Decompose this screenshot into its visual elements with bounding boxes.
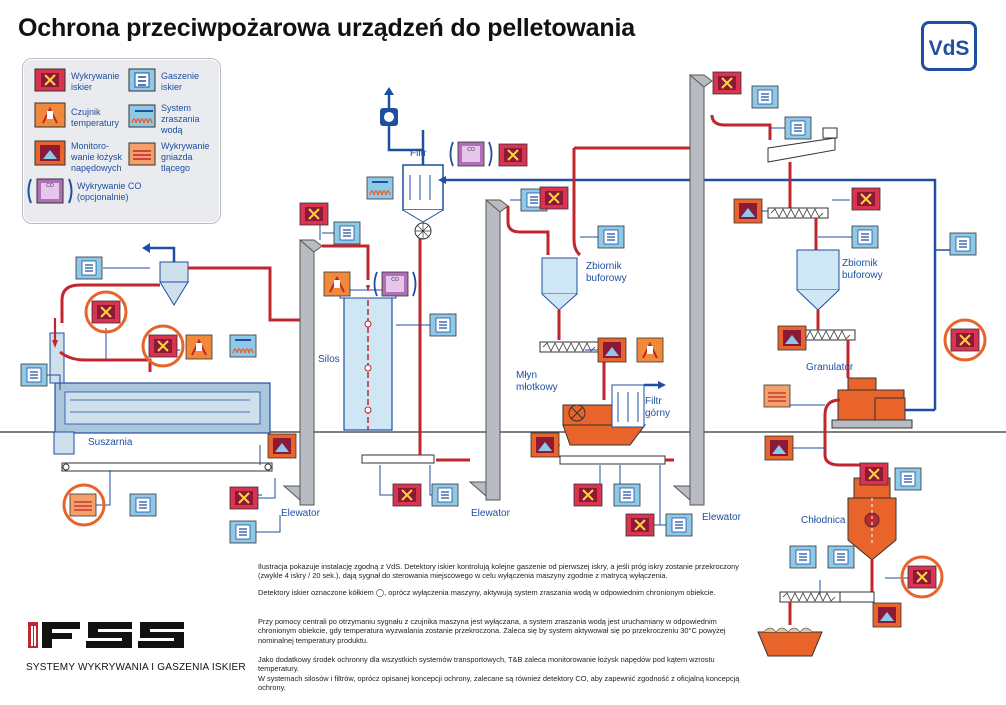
label-filter: Filtr (410, 148, 427, 159)
label-dryer: Suszarnia (88, 437, 133, 448)
label-buffer-tank-2: Zbiornik buforowy (842, 258, 883, 281)
cyclone (142, 243, 188, 305)
elevator-3 (674, 75, 712, 505)
description-p4: Jako dodatkowy środek ochronny dla wszystkich systemów transportowych, T&B zaleca monitorowanie łożysk napędów pod kątem wzrostu temperatury. W systemach silosów i filtrów, oprócz opisanej koncepcji ochrony, zalecane są również detektory CO, aby zapewnić zgodność z oficjalną koncepcją ochrony. (258, 655, 740, 693)
page-title: Ochrona przeciwpożarowa urządzeń do pelletowania (18, 14, 635, 42)
legend-co-label: Wykrywanie CO (opcjonalnie) (77, 181, 142, 202)
granulator (832, 378, 912, 428)
description-p3: Przy pomocy centrali po otrzymaniu sygnału z czujnika maszyna jest wyłączana, a system zraszania wodą jest uruchamiany w odpowiednim chronionym obiekcie, gdy temperatura wyzwalania zostanie przekroczona. Zaleca się by system aktywował się po przekroczeniu 30°C powyżej nominalnej temperatury produktu. (258, 617, 726, 645)
filter (380, 87, 443, 239)
legend-extinguish-label: Gaszenie iskier (161, 71, 200, 92)
label-top-filter: Filtr górny (645, 396, 671, 419)
label-hammer-mill: Młyn młotkowy (516, 370, 558, 393)
legend-temp-label: Czujnik temperatury (71, 107, 120, 128)
elevator-1 (284, 240, 322, 505)
cooler (848, 478, 896, 560)
legend-ember-label: Wykrywanie gniazda tlącego (161, 141, 210, 173)
legend-bearing-label: Monitoro- wanie łożysk napędowych (71, 141, 123, 173)
label-elevator-2: Elewator (471, 508, 510, 519)
description-p1: Ilustracja pokazuje instalację zgodną z VdS. Detektory iskier kontrolują kolejne gaszenie od pierwszej iskry, a jeśli próg iskry zostanie przekroczony (zwykle 4 iskry / 20 sek.), dają sygnał do sterowania miejscowego w celu wyłączenia maszyny zgodnie z matrycą wyłączenia. (258, 562, 739, 581)
label-buffer-tank-1: Zbiornik buforowy (586, 261, 627, 284)
fss-logo (28, 620, 190, 650)
description-p2: Detektory iskier oznaczone kółkiem ◯, oprócz wyłączenia maszyny, aktywują system zraszania wodą w odpowiednim chronionym obiekcie. (258, 588, 716, 597)
elevator-2 (470, 200, 508, 500)
svg-text:CO: CO (46, 183, 54, 189)
vds-badge: VdS (921, 21, 977, 71)
label-granulator: Granulator (806, 362, 854, 373)
label-elevator-1: Elewator (281, 508, 320, 519)
legend-spark-label: Wykrywanie iskier (71, 71, 120, 92)
legend-sprinkler-label: System zraszania wodą (161, 103, 200, 135)
label-silo: Silos (318, 354, 340, 365)
label-cooler: Chłodnica (801, 515, 846, 526)
process-diagram: CO (0, 0, 1006, 705)
fss-subtitle: SYSTEMY WYKRYWANIA I GASZENIA ISKIER (26, 662, 246, 673)
label-elevator-3: Elewator (702, 512, 741, 523)
pellet-container (758, 628, 822, 656)
